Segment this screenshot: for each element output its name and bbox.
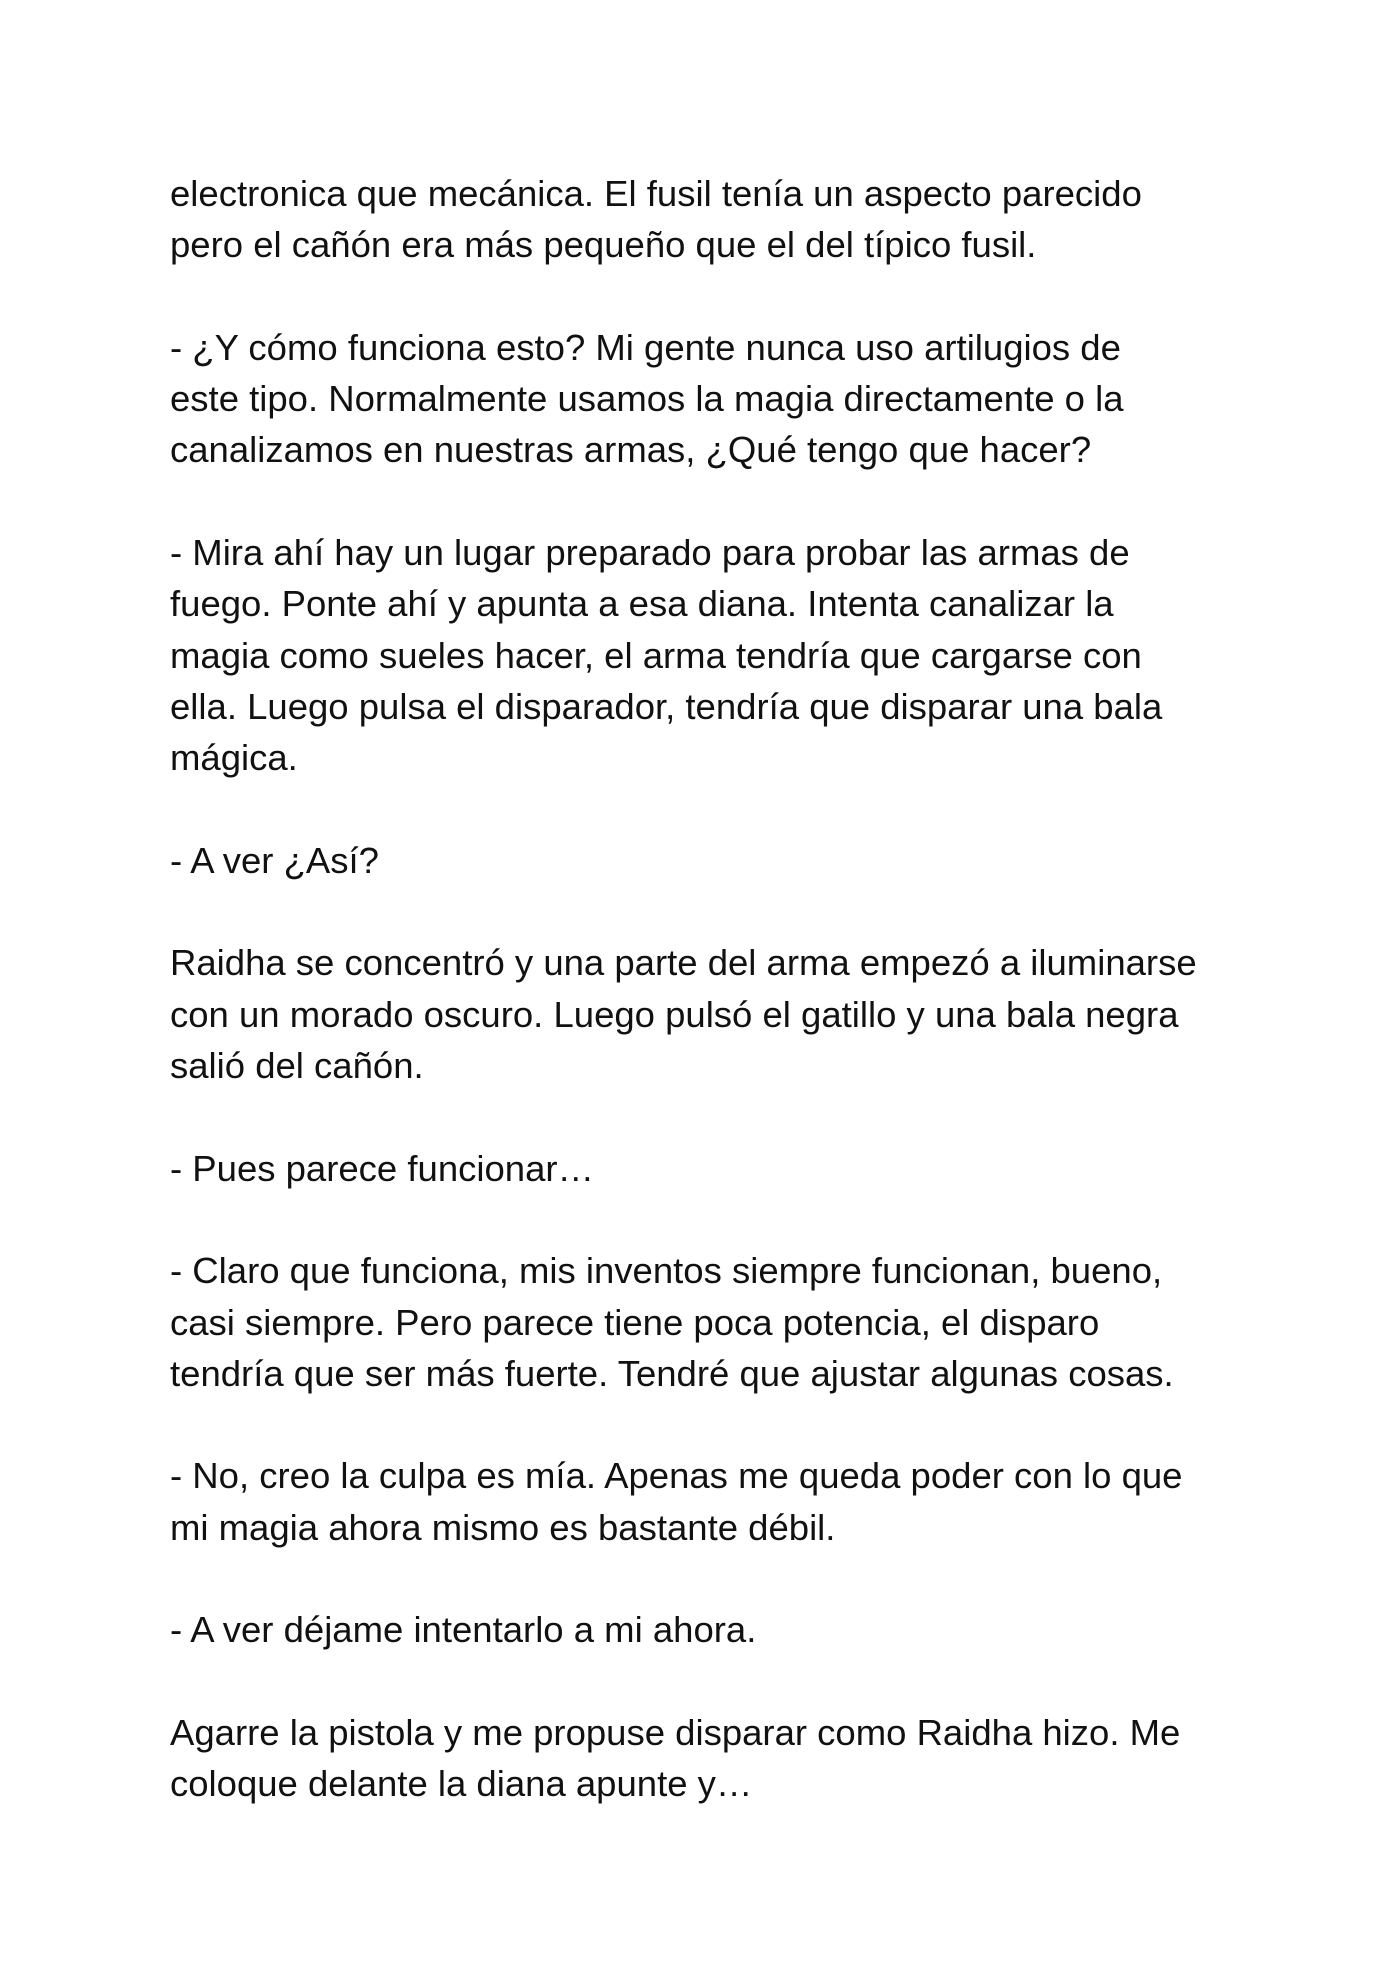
paragraph-2 xyxy=(170,322,1270,476)
paragraph-6 xyxy=(170,1143,1270,1194)
paragraph-4 xyxy=(170,835,1270,886)
text-line: - Claro que funciona, mis inventos siempre funcionan, bueno, xyxy=(170,1250,1163,1292)
text-line: tendría que ser más fuerte. Tendré que ajustar algunas cosas. xyxy=(170,1352,1174,1394)
text-line: este tipo. Normalmente usamos la magia directamente o la xyxy=(170,378,1124,420)
text-line: salió del cañón. xyxy=(170,1045,424,1087)
paragraph-8 xyxy=(170,1450,1270,1553)
text-line: fuego. Ponte ahí y apunta a esa diana. Intenta canalizar la xyxy=(170,583,1114,625)
text-line: - A ver déjame intentarlo a mi ahora. xyxy=(170,1609,757,1651)
text-line: Agarre la pistola y me propuse disparar como Raidha hizo. Me xyxy=(170,1711,1181,1753)
text-line: Raidha se concentró y una parte del arma empezó a iluminarse xyxy=(170,942,1197,984)
paragraph-10 xyxy=(170,1707,1270,1810)
paragraph-5 xyxy=(170,937,1270,1091)
text-line: mágica. xyxy=(170,737,298,779)
text-line: pero el cañón era más pequeño que el del típico fusil. xyxy=(170,224,1037,266)
text-line: - A ver ¿Así? xyxy=(170,839,379,881)
text-line: - Pues parece funcionar… xyxy=(170,1147,595,1189)
paragraph-7 xyxy=(170,1245,1270,1399)
paragraph-3 xyxy=(170,527,1270,783)
paragraph-9 xyxy=(170,1604,1270,1655)
text-line: casi siempre. Pero parece tiene poca potencia, el disparo xyxy=(170,1301,1100,1343)
text-line: - ¿Y cómo funciona esto? Mi gente nunca uso artilugios de xyxy=(170,326,1121,368)
text-line: canalizamos en nuestras armas, ¿Qué tengo que hacer? xyxy=(170,429,1092,471)
text-line: - No, creo la culpa es mía. Apenas me queda poder con lo que xyxy=(170,1455,1183,1497)
text-body xyxy=(170,168,1270,1810)
text-line: con un morado oscuro. Luego pulsó el gatillo y una bala negra xyxy=(170,993,1179,1035)
text-line: ella. Luego pulsa el disparador, tendría que disparar una bala xyxy=(170,685,1163,727)
text-line: - Mira ahí hay un lugar preparado para probar las armas de xyxy=(170,532,1130,574)
text-line: coloque delante la diana apunte y… xyxy=(170,1763,753,1805)
text-line: mi magia ahora mismo es bastante débil. xyxy=(170,1506,836,1548)
text-line: magia como sueles hacer, el arma tendría que cargarse con xyxy=(170,634,1142,676)
paragraph-1 xyxy=(170,168,1270,271)
text-line: electronica que mecánica. El fusil tenía un aspecto parecido xyxy=(170,173,1142,214)
